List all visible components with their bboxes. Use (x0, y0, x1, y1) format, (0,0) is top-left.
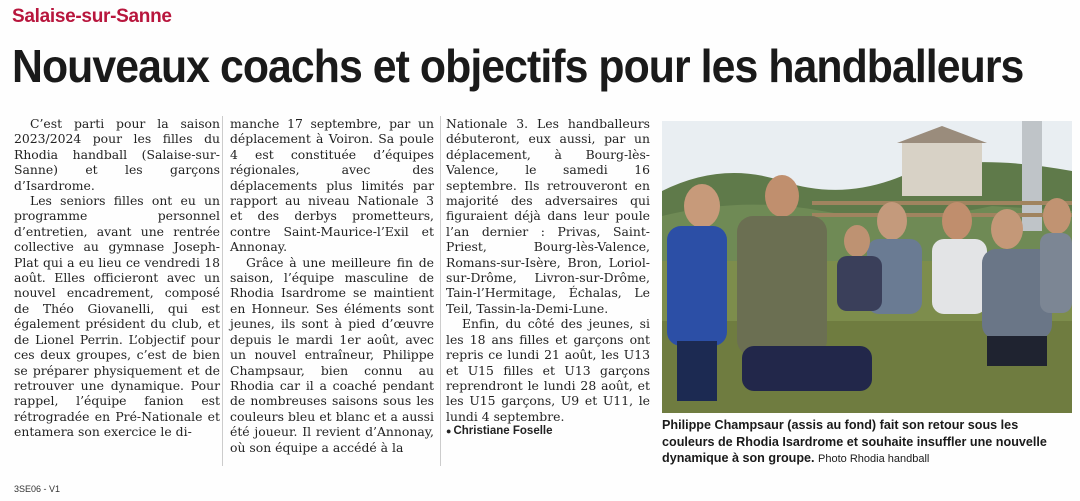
section-kicker: Salaise-sur-Sanne (12, 6, 172, 27)
article-headline: Nouveaux coachs et objectifs pour les handballeurs (12, 40, 1024, 92)
article-column-1 (14, 116, 220, 440)
paragraph: Enfin, du côté des jeunes, si les 18 ans filles et garçons ont repris ce lundi 21 août, les U13 et U15 filles et U13 garçons reprendront le lundi 28 août, et les U15 garçons, U9 et U11, le lundi 4 septembre. (446, 316, 650, 424)
paragraph: Nationale 3. Les handballeurs débuteront, eux aussi, par un déplacement, à Bourg-lès-Valence, le samedi 16 septembre. Ils retrouveront en majorité des adversaires qui figuraient déjà dans leur poule l’an dernier : Privas, Saint-Priest, Bourg-lès-Valence, Romans-sur-Isère, Bron, Loriol-sur-Drôme, Livron-sur-Drôme, Tain-l’Hermitage, Échalas, Le Teil, Tassin-la-Demi-Lune. (446, 116, 650, 316)
column-divider (440, 116, 441, 466)
photo-credit: Photo Rhodia handball (818, 453, 930, 465)
paragraph: C’est parti pour la saison 2023/2024 pour les filles du Rhodia handball (Salaise-sur-Sanne) et les garçons d’Isardrome. (14, 116, 220, 193)
article-column-2 (230, 116, 434, 455)
photo-caption (662, 417, 1074, 468)
column-divider (222, 116, 223, 466)
team-photo-illustration (662, 121, 1072, 413)
paragraph: Grâce à une meilleure fin de saison, l’équipe masculine de Rhodia Isardrome se maintient en Honneur. Ses éléments sont jeunes, ils sont à pied d’œuvre depuis le mardi 1er août, avec un nouvel entraîneur, Philippe Champsaur, bien connu au Rhodia car il a coaché pendant de nombreuses saisons sous les couleurs bleu et blanc et a aussi été joueur. Il revient d’Annonay, où son équipe a accédé à la (230, 254, 434, 455)
page-code: 3SE06 - V1 (14, 484, 61, 494)
author-byline: ● Christiane Foselle (446, 425, 553, 438)
caption-text: Philippe Champsaur (assis au fond) fait son retour sous les couleurs de Rhodia Isardrome et souhaite insuffler une nouvelle dynamique à son groupe. (662, 418, 1047, 465)
team-photo (662, 121, 1072, 413)
paragraph: Les seniors filles ont eu un programme personnel d’entretien, avant une rentrée collective au gymnase Joseph-Plat qui a eu lieu ce vendredi 18 août. Elles officieront avec un nouvel encadrement, composé de Théo Giovanelli, qui est également président du club, et de Lionel Perrin. L’objectif pour ces deux groupes, c’est de bien se préparer physiquement et de retrouver une dynamique. Pour rappel, l’équipe fanion est rétrogradée en Pré-Nationale et entamera son exercice le di- (14, 193, 220, 440)
paragraph: manche 17 septembre, par un déplacement à Voiron. Sa poule 4 est constituée d’équipes régionales, avec des déplacements plus limités par rapport au niveau Nationale 3 et des derbys prometteurs, contre Saint-Maurice-l’Exil et Annonay. (230, 116, 434, 255)
author-name: Christiane Foselle (453, 425, 553, 438)
article-column-3 (446, 116, 650, 440)
